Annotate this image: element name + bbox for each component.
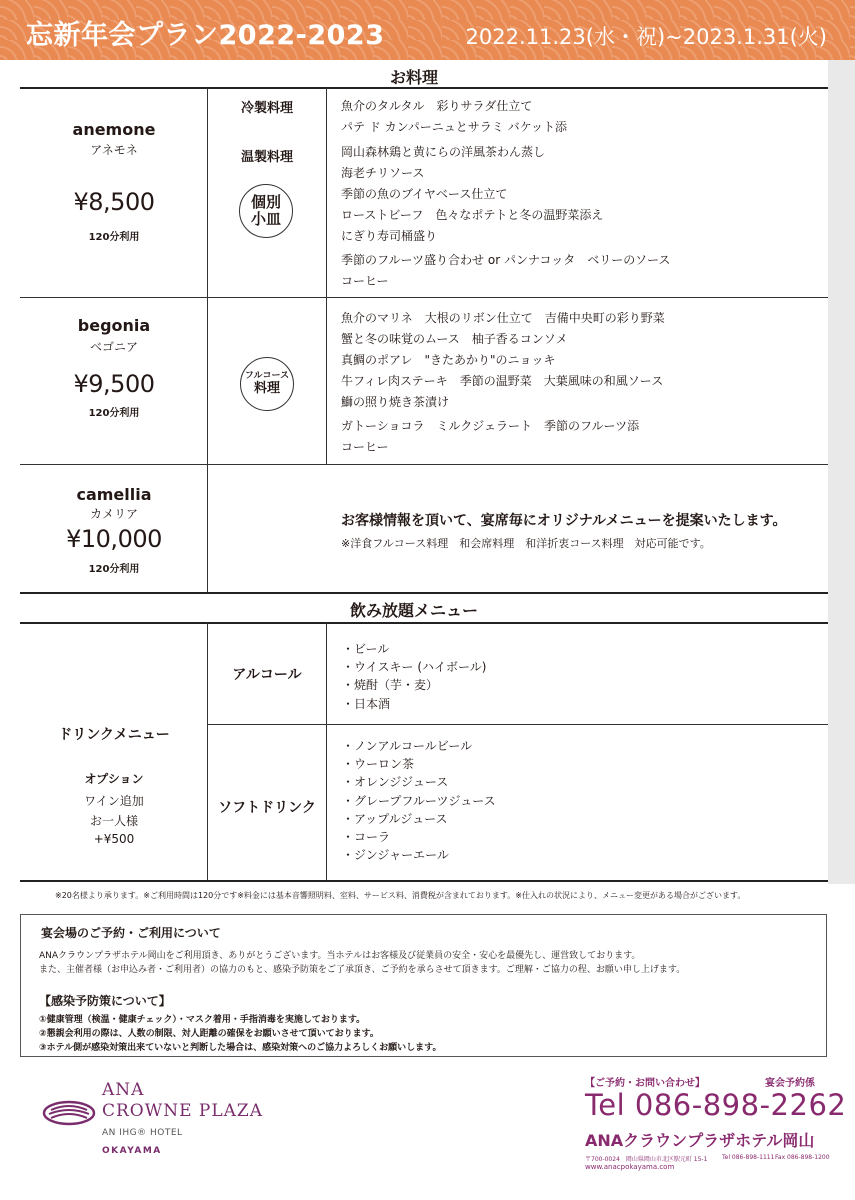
divider: [20, 297, 828, 298]
info-text: ANAクラウンプラザホテル岡山をご利用頂き、ありがとうございます。当ホテルはお客様及び従業員の安全・安心を最優先し、運営致しております。: [39, 951, 641, 961]
menu-item: 蟹と冬の味覚のムース 柚子香るコンソメ: [341, 332, 568, 346]
hotel-tel: Tel 086-898-1111: [722, 1154, 775, 1161]
menu-list-begonia-dessert: [341, 416, 639, 458]
menu-item: 海老チリソース: [341, 166, 425, 180]
alcohol-label: アルコール: [232, 667, 302, 683]
list-item: ・ジンジャーエール: [342, 848, 449, 863]
category-cold: 冷製料理: [240, 101, 293, 116]
divider: [326, 88, 327, 464]
menu-item: 魚介のタルタル 彩りサラダ仕立て: [341, 99, 533, 113]
prevention-title: 【感染予防策について】: [39, 994, 171, 1008]
list-item: ・ノンアルコールビール: [342, 739, 473, 753]
option-line: ワイン追加: [84, 794, 144, 808]
badge-line: 料理: [253, 380, 280, 396]
prevention-item: ③ホテル側が感染対策出来ていないと判断した場合は、感染対策へのご協力よろしくお願いします。: [39, 1043, 442, 1053]
original-menu-text: お客様情報を頂いて、宴席毎にオリジナルメニューを提案いたします。: [341, 513, 787, 529]
list-item: ・アップルジュース: [342, 811, 448, 826]
original-menu-note: ※洋食フルコース料理 和会席料理 和洋折衷コース料理 対応可能です。: [341, 537, 711, 550]
logo-ihg: AN IHG® HOTEL: [102, 1128, 183, 1138]
contact-phone: Tel 086-898-2262: [585, 1088, 847, 1122]
category-hot: 温製料理: [240, 150, 293, 165]
badge-line: フルコース: [244, 371, 290, 382]
plan-price-begonia: ¥9,500: [73, 370, 155, 398]
hotel-fax: Fax 086-898-1200: [775, 1154, 830, 1161]
menu-list-anemone-hot: [341, 142, 603, 247]
full-course-badge: [240, 357, 294, 411]
plan-kana-camellia: カメリア: [89, 507, 138, 521]
soft-drink-label: ソフトドリンク: [218, 800, 316, 816]
divider: [326, 623, 327, 880]
list-item: ・日本酒: [342, 696, 391, 711]
menu-list-anemone-cold: [341, 96, 567, 138]
menu-item: 季節の魚のブイヤベース仕立て: [341, 187, 508, 201]
divider: [20, 592, 828, 594]
plan-price-anemone: ¥8,500: [73, 188, 155, 216]
divider: [20, 622, 828, 624]
hotel-address: 〒700-0024 岡山県岡山市北区駅元町 15-1: [585, 1156, 708, 1163]
menu-item: 真鯛のポアレ "きたあかり"のニョッキ: [341, 353, 556, 367]
plan-kana-anemone: アネモネ: [90, 143, 138, 157]
alcohol-list: [342, 640, 486, 713]
list-item: ・オレンジジュース: [342, 775, 449, 790]
header-band: [0, 0, 855, 60]
page-title: 忘新年会プラン2022-2023: [26, 20, 385, 51]
soft-drink-list: [342, 737, 496, 864]
plan-name-begonia: begonia: [77, 316, 151, 335]
menu-item: 岡山森林鶏と黄にらの洋風茶わん蒸し: [341, 145, 546, 159]
menu-list-anemone-dessert: [341, 250, 670, 292]
logo-okayama: OKAYAMA: [102, 1146, 162, 1156]
plan-name-camellia: camellia: [76, 485, 152, 504]
badge-line: 個別: [250, 192, 281, 211]
info-text: また、主催者様（お申込み者・ご利用者）の協力のもと、感染予防策をご了承頂き、ご予約を承らさせて頂きます。ご理解・ご協力の程、お願い申し上げます。: [39, 965, 686, 975]
list-item: ・コーラ: [342, 829, 391, 844]
plan-time-anemone: 120分利用: [88, 232, 140, 243]
contact-dept: 宴会予約係: [765, 1078, 815, 1089]
menu-item: コーヒー: [341, 440, 389, 454]
plan-price-camellia: ¥10,000: [66, 525, 162, 553]
logo-crowne-plaza: CROWNE PLAZA: [102, 1101, 263, 1121]
divider: [20, 880, 828, 882]
crowne-plaza-logo-icon: [42, 1100, 96, 1126]
plan-kana-begonia: ベゴニア: [89, 340, 138, 354]
drink-menu-title: ドリンクメニュー: [58, 727, 170, 743]
right-margin-shade: [828, 60, 855, 884]
menu-item: コーヒー: [341, 274, 389, 288]
menu-item: ガトーショコラ ミルクジェラート 季節のフルーツ添: [341, 419, 640, 433]
reservation-info-box: [20, 914, 827, 1057]
info-title: 宴会場のご予約・ご利用について: [41, 926, 221, 940]
menu-item: ローストビーフ 色々なポテトと冬の温野菜添え: [341, 208, 604, 222]
prevention-item: ①健康管理（検温・健康チェック）・マスク着用・手指消毒を実施しております。: [39, 1015, 366, 1025]
contact-label: 【ご予約・お問い合わせ】: [585, 1078, 705, 1089]
badge-line: 小皿: [250, 210, 281, 228]
hotel-url: www.anacpokayama.com: [585, 1163, 675, 1171]
list-item: ・ウイスキー (ハイボール): [342, 660, 487, 675]
divider: [208, 724, 828, 725]
plan-time-begonia: 120分利用: [88, 408, 140, 419]
plan-time-camellia: 120分利用: [88, 564, 140, 575]
menu-list-begonia: [341, 308, 665, 413]
menu-item: 鰤の照り焼き茶漬け: [341, 395, 450, 409]
divider: [20, 464, 828, 465]
prevention-item: ②懇親会利用の際は、人数の制限、対人距離の確保をお願いさせて頂いております。: [39, 1029, 379, 1039]
divider: [20, 87, 828, 89]
option-line: +¥500: [93, 832, 135, 846]
list-item: ・ウーロン茶: [342, 757, 415, 772]
menu-item: 季節のフルーツ盛り合わせ or パンナコッタ ベリーのソース: [341, 253, 671, 267]
drinks-section-title: 飲み放題メニュー: [349, 601, 478, 620]
list-item: ・ビール: [342, 642, 390, 656]
individual-plate-badge: [239, 184, 293, 238]
menu-item: 牛フィレ肉ステーキ 季節の温野菜 大葉風味の和風ソース: [341, 374, 664, 388]
option-line: お一人様: [89, 814, 138, 828]
menu-item: パテ ド カンパーニュとサラミ バケット添: [341, 120, 568, 134]
list-item: ・グレープフルーツジュース: [342, 793, 496, 808]
option-title: オプション: [84, 772, 144, 786]
menu-item: にぎり寿司桶盛り: [341, 229, 438, 243]
menu-item: 魚介のマリネ 大根のリボン仕立て 吉備中央町の彩り野菜: [341, 311, 665, 325]
plan-name-anemone: anemone: [72, 120, 156, 139]
period-text: 2022.11.23(水・祝)~2023.1.31(火): [465, 25, 827, 49]
footnote: ※20名様より承ります。※ご利用時間は120分です※料金には基本音響照明料、室料、サービス料、消費税が含まれております。※仕入れの状況により、メニュー変更がある場合がございます。: [55, 891, 746, 900]
logo-ana: ANA: [102, 1080, 145, 1100]
cuisine-section-title: お料理: [389, 68, 438, 87]
hotel-name: ANAクラウンプラザホテル岡山: [585, 1131, 815, 1150]
list-item: ・焼酎（芋・麦）: [342, 678, 439, 693]
